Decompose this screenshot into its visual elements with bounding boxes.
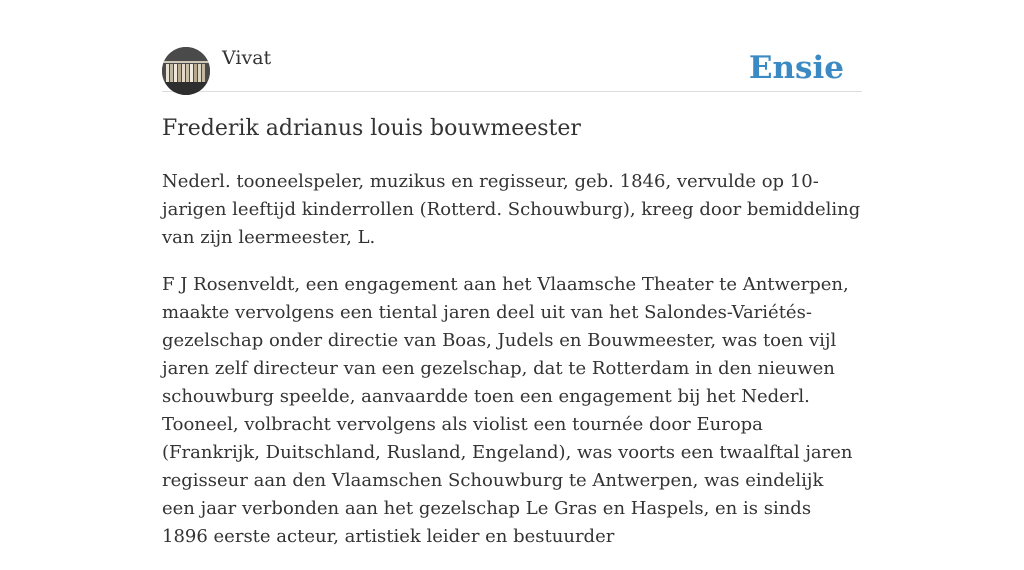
book-spines-icon[interactable]: [162, 47, 210, 95]
header: [162, 44, 862, 92]
brand-logo[interactable]: Ensie: [748, 50, 844, 86]
article-paragraph: Nederl. tooneelspeler, muzikus en regisseur, geb. 1846, vervulde op 10-jarigen leeftijd kinderrollen (Rotterd. Schouwburg), kreeg door bemiddeling van zijn leermeester, L.: [162, 171, 861, 248]
article-paragraph: F J Rosenveldt, een engagement aan het Vlaamsche Theater te Antwerpen, maakte vervolgens een tiental jaren deel uit van het Salondes-Variétés-gezelschap onder directie van Boas, Judels en Bouwmeester, was toen vijl jaren zelf directeur van een gezelschap, dat te Rotterdam in den nieuwen schouwburg speelde, aanvaardde toen een engagement bij het Nederl. Tooneel, volbracht vervolgens als violist een tournée door Europa (Frankrijk, Duitschland, Rusland, Engeland), was voorts een twaalftal jaren regisseur aan den Vlaamschen Schouwburg te Antwerpen, was eindelijk een jaar verbonden aan het gezelschap Le Gras en Haspels, en is sinds 1896 eerste acteur, artistiek leider en bestuurder: [162, 274, 853, 547]
article-title: Frederik adrianus louis bouwmeester: [162, 116, 581, 141]
source-name[interactable]: Vivat: [222, 47, 272, 69]
article-body: [162, 168, 862, 570]
